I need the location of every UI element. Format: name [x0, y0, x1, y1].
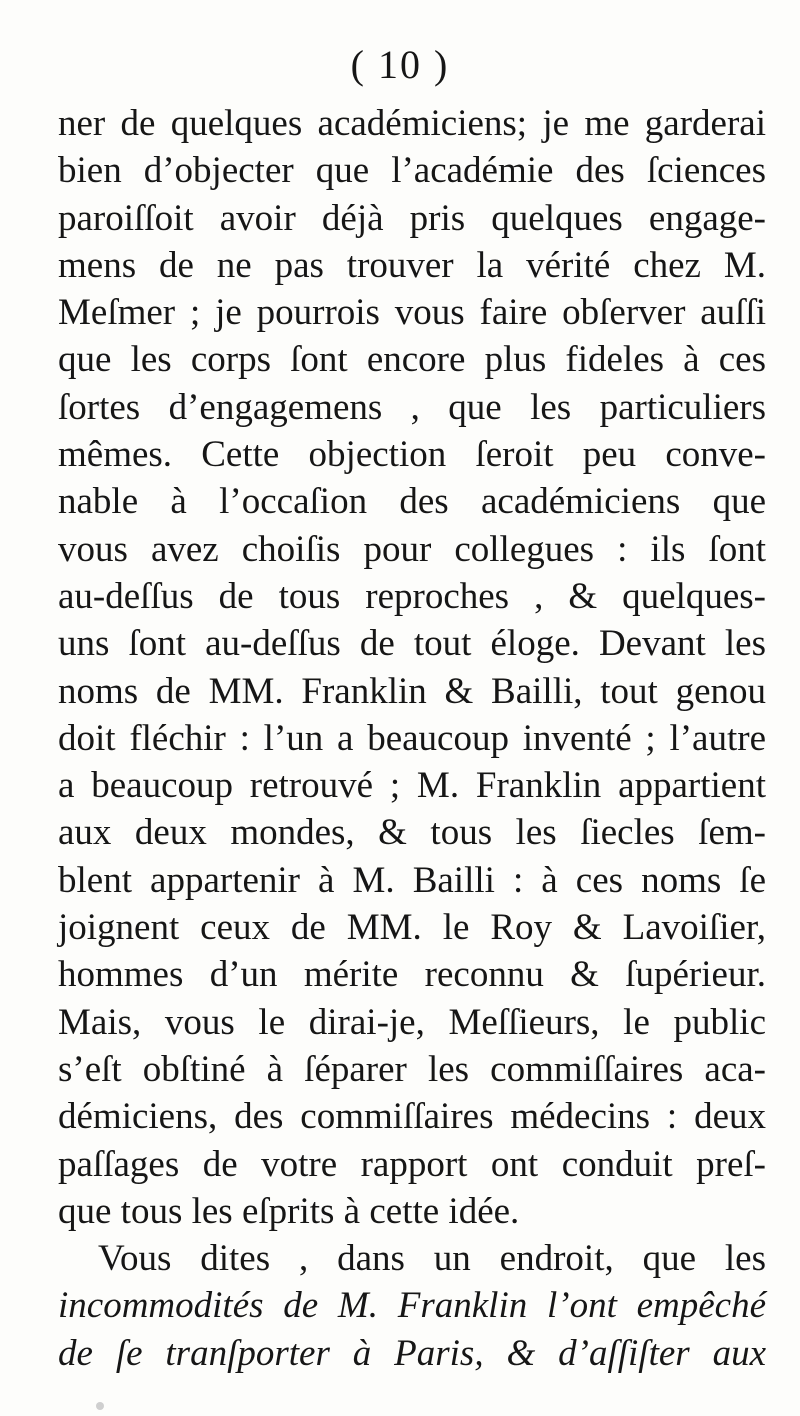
paper-speck: [96, 1402, 104, 1410]
text-line: Meſmer ; je pourrois vous faire obſerver auſſi: [58, 292, 766, 334]
text-line: démiciens, des commiſſaires médecins : deux: [58, 1096, 766, 1138]
text-line: paſſages de votre rapport ont conduit preſ-: [58, 1143, 766, 1185]
text-line: doit fléchir : l’un a beaucoup inventé ; l’autre: [58, 717, 766, 759]
text-line: uns ſont au-deſſus de tout éloge. Devant les: [58, 623, 766, 665]
text-line: a beaucoup retrouvé ; M. Franklin appartient: [58, 765, 766, 807]
text-line-italic: incommodités de M. Franklin l’ont empêché: [58, 1285, 766, 1327]
text-line: vous avez choiſis pour collegues : ils ſont: [58, 528, 766, 570]
text-line: mens de ne pas trouver la vérité chez M.: [58, 244, 766, 286]
text-line: paroiſſoit avoir déjà pris quelques engage-: [58, 197, 766, 239]
text-line-paragraph-start: Vous dites , dans un endroit, que les: [98, 1238, 766, 1280]
text-line: au-deſſus de tous reproches , & quelques-: [58, 575, 766, 617]
text-line-italic: de ſe tranſporter à Paris, & d’aſſiſter aux: [58, 1332, 766, 1374]
text-line: joignent ceux de MM. le Roy & Lavoiſier,: [58, 907, 766, 949]
text-line: ſortes d’engagemens , que les particuliers: [58, 386, 766, 428]
text-line: s’eſt obſtiné à ſéparer les commiſſaires aca-: [58, 1048, 766, 1090]
text-line: nable à l’occaſion des académiciens que: [58, 481, 766, 523]
text-line: blent appartenir à M. Bailli : à ces noms ſe: [58, 859, 766, 901]
text-line: que les corps ſont encore plus fideles à ces: [58, 339, 766, 381]
page-number: ( 10 ): [350, 42, 450, 87]
text-line: ner de quelques académiciens; je me garderai: [58, 103, 766, 144]
text-line-paragraph-end: que tous les eſprits à cette idée.: [58, 1190, 520, 1232]
text-line: hommes d’un mérite reconnu & ſupérieur.: [58, 954, 766, 996]
body-text: [58, 100, 766, 1377]
text-line: noms de MM. Franklin & Bailli, tout genou: [58, 670, 766, 712]
text-line: aux deux mondes, & tous les ſiecles ſem-: [58, 812, 766, 854]
text-line: bien d’objecter que l’académie des ſciences: [58, 150, 766, 192]
text-line: mêmes. Cette objection ſeroit peu conve-: [58, 434, 766, 476]
text-line: Mais, vous le dirai-je, Meſſieurs, le public: [58, 1001, 766, 1043]
